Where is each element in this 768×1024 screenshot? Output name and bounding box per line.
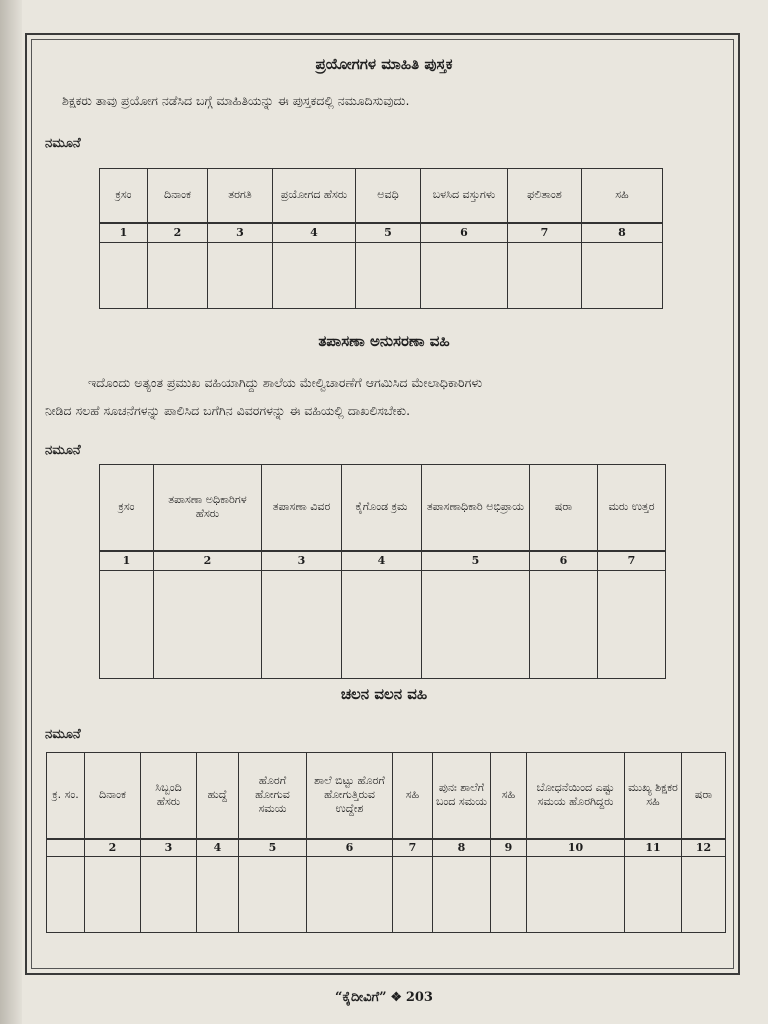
section1-title: ಪ್ರಯೋಗಗಳ ಮಾಹಿತಿ ಪುಸ್ತಕ <box>315 55 453 73</box>
column-number: 9 <box>491 839 527 857</box>
table-cell <box>47 857 85 933</box>
table-cell <box>682 857 726 933</box>
table-cell <box>307 857 393 933</box>
column-number: 3 <box>141 839 197 857</box>
table-cell <box>433 857 491 933</box>
column-header: ಬಳಸಿದ ವಸ್ತುಗಳು <box>421 169 508 223</box>
column-header: ಸಹಿ <box>491 753 527 839</box>
table-cell <box>239 857 307 933</box>
column-header: ಕ್ರಸಂ <box>100 169 148 223</box>
table-cell <box>491 857 527 933</box>
section2-intro-line1: ಇದೊಂದು ಅತ್ಯಂತ ಪ್ರಮುಖ ವಹಿಯಾಗಿದ್ದು ಶಾಲೆಯ ಮೇಲ್ವಿಚಾರಣೆಗೆ ಆಗಮಿಸಿದ ಮೇಲಾಧಿಕಾರಿಗಳು <box>88 375 483 390</box>
column-header: ಪುನಃ ಶಾಲೆಗೆ ಬಂದ ಸಮಯ <box>433 753 491 839</box>
column-header: ಶಾಲೆ ಬಿಟ್ಟು ಹೊರಗೆ ಹೋಗುತ್ತಿರುವ ಉದ್ದೇಶ <box>307 753 393 839</box>
column-number: 12 <box>682 839 726 857</box>
table-cell <box>85 857 141 933</box>
table-header-row <box>100 169 663 223</box>
table-cell <box>100 571 154 679</box>
column-number: 4 <box>342 551 422 571</box>
column-number: 5 <box>422 551 530 571</box>
column-header: ಕ್ರ. ಸಂ. <box>47 753 85 839</box>
column-header: ಷರಾ <box>530 465 598 551</box>
table-cell <box>356 243 421 309</box>
column-number: 8 <box>582 223 663 243</box>
table-row <box>100 571 666 679</box>
section3-title: ಚಲನ ವಲನ ವಹಿ <box>340 685 428 703</box>
column-header: ತರಗತಿ <box>208 169 273 223</box>
column-number <box>47 839 85 857</box>
column-number: 2 <box>148 223 208 243</box>
table-cell <box>422 571 530 679</box>
table-cell <box>141 857 197 933</box>
table-cell <box>527 857 625 933</box>
table-cell <box>625 857 682 933</box>
column-number: 4 <box>197 839 239 857</box>
column-number: 1 <box>100 223 148 243</box>
column-header: ಫಲಿತಾಂಶ <box>508 169 582 223</box>
section2-title: ತಪಾಸಣಾ ಅನುಸರಣಾ ವಹಿ <box>318 332 450 350</box>
table-number-row <box>100 223 663 243</box>
table-header-row <box>47 753 726 839</box>
table-cell <box>273 243 356 309</box>
column-header: ಪ್ರಯೋಗದ ಹೆಸರು <box>273 169 356 223</box>
column-header: ಸಹಿ <box>582 169 663 223</box>
table-cell <box>530 571 598 679</box>
table-row <box>47 857 726 933</box>
column-header: ತಪಾಸಣಾ ವಿವರ <box>262 465 342 551</box>
table-cell <box>508 243 582 309</box>
column-header: ಬೋಧನೆಯಿಂದ ಎಷ್ಟು ಸಮಯ ಹೊರಗಿದ್ದರು <box>527 753 625 839</box>
column-number: 4 <box>273 223 356 243</box>
table-cell <box>197 857 239 933</box>
column-header: ಸಿಬ್ಬಂದಿ ಹೆಸರು <box>141 753 197 839</box>
table-cell <box>100 243 148 309</box>
column-number: 3 <box>262 551 342 571</box>
column-header: ಮರು ಉತ್ತರ <box>598 465 666 551</box>
table-cell <box>421 243 508 309</box>
table-cell <box>393 857 433 933</box>
table-cell <box>262 571 342 679</box>
section3-sample-label: ನಮೂನೆ <box>45 727 81 742</box>
column-number: 6 <box>307 839 393 857</box>
table-cell <box>582 243 663 309</box>
section1-sample-label: ನಮೂನೆ <box>45 136 81 151</box>
column-header: ದಿನಾಂಕ <box>85 753 141 839</box>
table-cell <box>154 571 262 679</box>
table-header-row <box>100 465 666 551</box>
column-number: 7 <box>393 839 433 857</box>
table-row <box>100 243 663 309</box>
column-number: 6 <box>530 551 598 571</box>
column-header: ಹೊರಗೆ ಹೋಗುವ ಸಮಯ <box>239 753 307 839</box>
section2-sample-label: ನಮೂನೆ <box>45 443 81 458</box>
column-header: ತಪಾಸಣಾಧಿಕಾರಿ ಅಭಿಪ್ರಾಯ <box>422 465 530 551</box>
column-number: 10 <box>527 839 625 857</box>
column-header: ಕೈಗೊಂಡ ಕ್ರಮ <box>342 465 422 551</box>
column-number: 3 <box>208 223 273 243</box>
column-header: ಷರಾ <box>682 753 726 839</box>
section1-intro: ಶಿಕ್ಷಕರು ತಾವು ಪ್ರಯೋಗ ನಡೆಸಿದ ಬಗ್ಗೆ ಮಾಹಿತಿಯನ್ನು ಈ ಪುಸ್ತಕದಲ್ಲಿ ನಮೂದಿಸುವುದು. <box>62 93 410 108</box>
table-cell <box>342 571 422 679</box>
inspection-register-table <box>99 464 666 679</box>
column-header: ಹುದ್ದೆ <box>197 753 239 839</box>
page-footer: “ಕೈದೀವಿಗೆ” ❖ 203 <box>335 990 433 1005</box>
column-header: ಸಹಿ <box>393 753 433 839</box>
column-number: 5 <box>356 223 421 243</box>
table-cell <box>598 571 666 679</box>
column-header: ತಪಾಸಣಾ ಅಧಿಕಾರಿಗಳ ಹೆಸರು <box>154 465 262 551</box>
column-number: 7 <box>508 223 582 243</box>
column-header: ದಿನಾಂಕ <box>148 169 208 223</box>
column-number: 7 <box>598 551 666 571</box>
column-header: ಮುಖ್ಯ ಶಿಕ್ಷಕರ ಸಹಿ <box>625 753 682 839</box>
column-header: ಕ್ರಸಂ <box>100 465 154 551</box>
section2-intro-line2: ನೀಡಿದ ಸಲಹೆ ಸೂಚನೆಗಳನ್ನು ಪಾಲಿಸಿದ ಬಗೆಗಿನ ವಿವರಗಳನ್ನು ಈ ವಹಿಯಲ್ಲಿ ದಾಖಲಿಸಬೇಕು. <box>45 403 411 418</box>
table-number-row <box>100 551 666 571</box>
scan-shadow <box>0 0 22 1024</box>
column-number: 8 <box>433 839 491 857</box>
column-number: 1 <box>100 551 154 571</box>
column-number: 11 <box>625 839 682 857</box>
column-header: ಅವಧಿ <box>356 169 421 223</box>
column-number: 6 <box>421 223 508 243</box>
table-cell <box>208 243 273 309</box>
table-number-row <box>47 839 726 857</box>
table-cell <box>148 243 208 309</box>
experiment-register-table <box>99 168 663 309</box>
column-number: 2 <box>85 839 141 857</box>
column-number: 2 <box>154 551 262 571</box>
movement-register-table <box>46 752 726 933</box>
column-number: 5 <box>239 839 307 857</box>
